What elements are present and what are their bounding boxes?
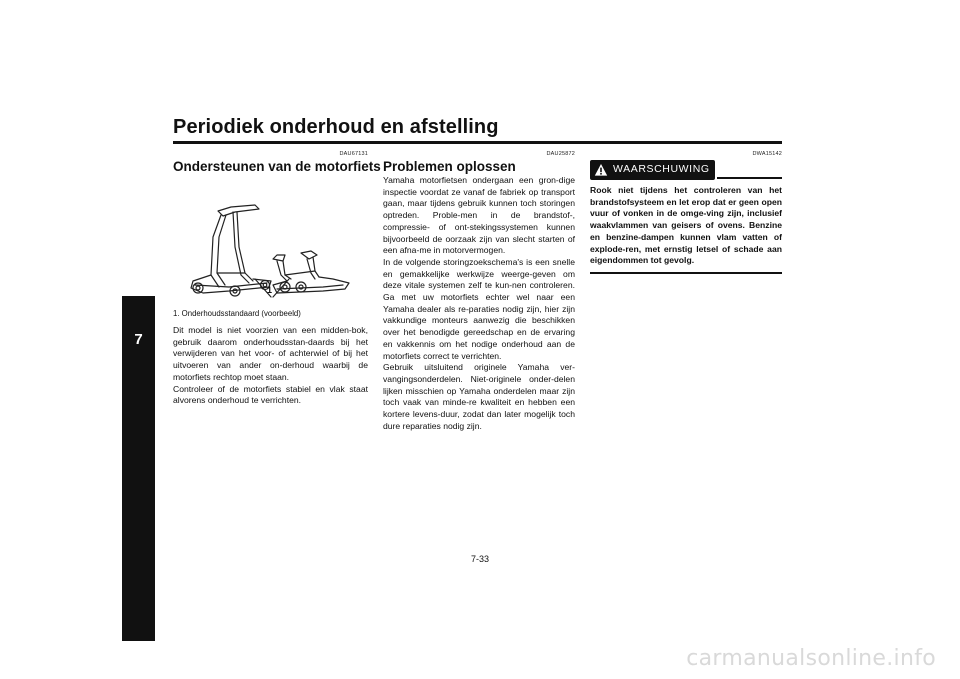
warning-badge xyxy=(590,160,715,180)
section-code: DAU25872 xyxy=(546,151,575,157)
section-heading: Problemen oplossen xyxy=(383,159,516,174)
figure-caption: 1. Onderhoudsstandaard (voorbeeld) xyxy=(173,309,301,318)
column-warning xyxy=(590,150,782,274)
warning-bottom-rule xyxy=(590,272,782,274)
chapter-number: 7 xyxy=(134,331,143,348)
header-rule xyxy=(173,141,782,144)
warning-header xyxy=(590,160,782,182)
chapter-tab xyxy=(122,296,155,641)
page-number: 7-33 xyxy=(470,554,489,564)
warning-triangle-icon xyxy=(594,163,608,177)
watermark: carmanualsonline.info xyxy=(686,646,936,671)
section-code: DWA15142 xyxy=(752,151,782,157)
paragraph: In de volgende storingzoekschema's is een snelle en gemakkelijke werkwijze weerge-geven om deze vitale systemen zelf te kun-nen controleren. Ga met uw motorfiets echter wel naar een Yamaha dealer als re-paraties nodig zijn, hier zijn vakkundige monteurs aanwezig die beschikken over het benodigde gereedschap en de ervaring en vakkennis om het nodige onderhoud aan de motorfiets correct te verrichten. xyxy=(383,256,575,361)
paragraph: Yamaha motorfietsen ondergaan een gron-dige inspectie voordat ze vanaf de fabriek op transport gaan, maar tijdens gebruik kunnen toch storingen optreden. Proble-men in de brandstof-, compressie- of ont-stekingssystemen kunnen bijvoorbeeld de oorzaak zijn van slecht starten of een afna-me in motorvermogen. xyxy=(383,175,575,256)
figure-callout: 1 xyxy=(267,285,273,295)
warning-label: WAARSCHUWING xyxy=(613,163,710,175)
page-title: Periodiek onderhoud en afstelling xyxy=(173,116,499,138)
section-code: DAU67131 xyxy=(339,151,368,157)
section-heading: Ondersteunen van de motorfiets xyxy=(173,159,381,174)
column-troubleshooting xyxy=(383,150,575,432)
maintenance-stand-figure xyxy=(173,175,368,305)
paragraph: Dit model is niet voorzien van een midden-bok, gebruik daarom onderhoudsstan-daards bij het verwijderen van het voor- of achterwiel of bij het uitvoeren van ander on-derhoud waarbij de motorfiets rechtop moet staan. xyxy=(173,325,368,382)
column-support xyxy=(173,150,381,407)
paragraph: Controleer of de motorfiets stabiel en vlak staat alvorens onderhoud te verrichten. xyxy=(173,383,368,406)
warning-text: Rook niet tijdens het controleren van het brandstofsysteem en let erop dat er geen open vuur of vonken in de omge-ving zijn, inclusief waakvlammen van geisers of ovens. Benzine en benzine-dampen kunnen vlam vatten of explode-ren, met ernstig letsel of schade aan eigendommen tot gevolg. xyxy=(590,185,782,266)
warning-rule xyxy=(717,177,782,179)
paragraph: Gebruik uitsluitend originele Yamaha ver-vangingsonderdelen. Niet-originele onder-delen lijken misschien op Yamaha onderdelen maar zijn toch vaak van minde-re kwaliteit en hebben een kortere levens-duur, zodat dan later mogelijk toch dure reparaties nodig zijn. xyxy=(383,362,575,431)
